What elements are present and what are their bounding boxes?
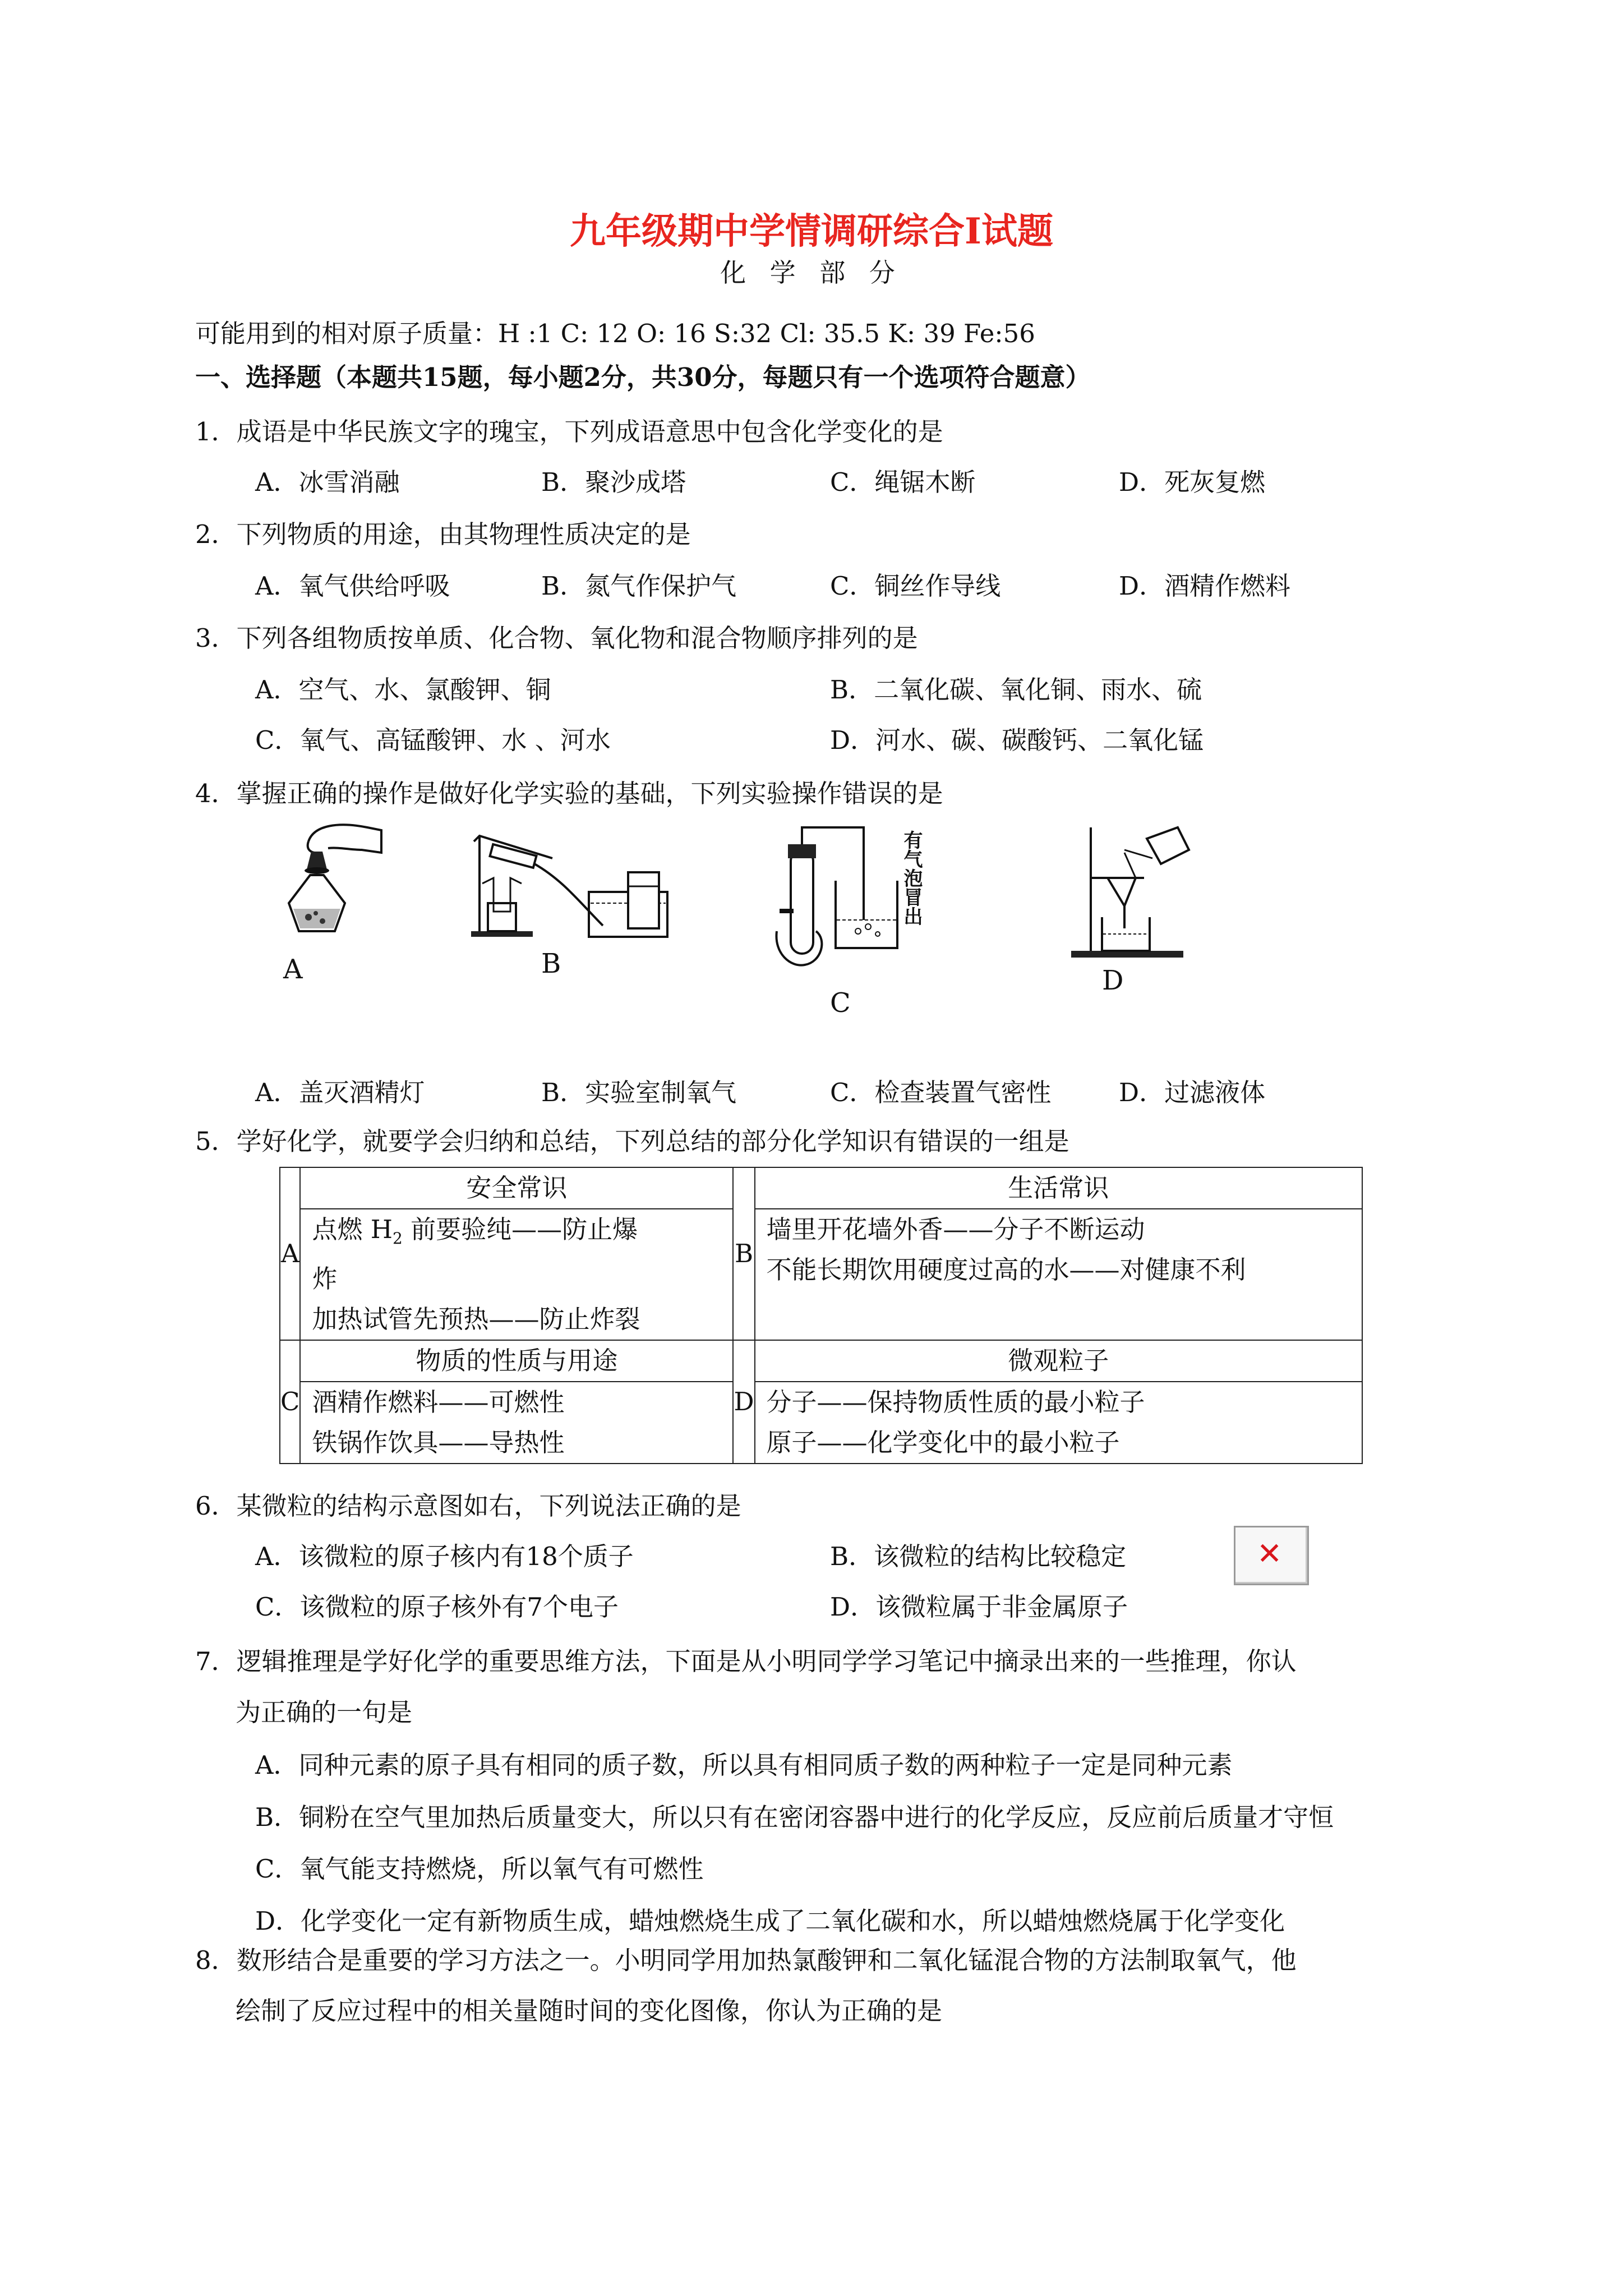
- q1-option-c: C．绳锯木断: [830, 467, 976, 497]
- filtration-figure: [1068, 816, 1192, 962]
- table-key-d: D: [733, 1340, 754, 1464]
- q5-stem: 5．学好化学，就要学会归纳和总结，下列总结的部分化学知识有错误的一组是: [195, 1126, 1069, 1156]
- knowledge-table: [279, 1167, 1363, 1464]
- q2-option-a: A．氧气供给呼吸: [255, 571, 450, 601]
- q1-option-b: B．聚沙成塔: [541, 467, 686, 497]
- q3-option-c: C．氧气、高锰酸钾、水 、河水: [255, 725, 611, 755]
- alcohol-lamp-figure: [255, 819, 384, 954]
- q2-option-d: D．酒精作燃料: [1119, 571, 1291, 601]
- figure-d-label: D: [1102, 965, 1124, 996]
- q7-stem-line2: 为正确的一句是: [236, 1697, 413, 1727]
- page-title: 九年级期中学情调研综合Ⅰ试题: [570, 210, 1053, 252]
- q8-stem-line1: 8．数形结合是重要的学习方法之一。小明同学用加热氯酸钾和二氧化锰混合物的方法制取氧气，他: [195, 1945, 1297, 1975]
- oxygen-setup-figure: [468, 819, 670, 942]
- table-head-b: 生活常识: [755, 1167, 1362, 1209]
- table-cell-d: 分子——保持物质性质的最小粒子 原子——化学变化中的最小粒子: [755, 1382, 1362, 1464]
- q3-stem: 3．下列各组物质按单质、化合物、氧化物和混合物顺序排列的是: [195, 623, 918, 653]
- q6-stem: 6．某微粒的结构示意图如右，下列说法正确的是: [195, 1491, 741, 1521]
- figure-a-label: A: [283, 954, 303, 985]
- atomic-masses: 可能用到的相对原子质量：H :1 C: 12 O: 16 S:32 Cl: 35.5 K: 39 Fe:56: [195, 319, 1035, 348]
- q6-option-b: B．该微粒的结构比较稳定: [830, 1542, 1127, 1571]
- section-heading: 一、选择题（本题共15题，每小题2分，共30分，每题只有一个选项符合题意）: [195, 362, 1091, 392]
- q4-option-b: B．实验室制氧气: [541, 1078, 737, 1107]
- q1-option-d: D．死灰复燃: [1119, 467, 1266, 497]
- table-key-b: B: [733, 1167, 754, 1340]
- q6-option-c: C．该微粒的原子核外有7个电子: [255, 1592, 619, 1622]
- q7-option-a: A．同种元素的原子具有相同的质子数，所以具有相同质子数的两种粒子一定是同种元素: [255, 1750, 1233, 1780]
- table-cell-b: 墙里开花墙外香——分子不断运动 不能长期饮用硬度过高的水——对健康不利: [755, 1209, 1362, 1340]
- q8-stem-line2: 绘制了反应过程中的相关量随时间的变化图像，你认为正确的是: [236, 1996, 943, 2026]
- table-key-a: A: [280, 1167, 300, 1340]
- q1-option-a: A．冰雪消融: [255, 467, 400, 497]
- table-cell-a: 点燃 $H_2$ 前要验纯——防止爆 炸 加热试管先预热——防止炸裂: [300, 1209, 733, 1340]
- q4-option-d: D．过滤液体: [1119, 1078, 1266, 1107]
- table-head-d: 微观粒子: [755, 1340, 1362, 1382]
- q3-option-d: D．河水、碳、碳酸钙、二氧化锰: [830, 725, 1204, 755]
- q3-option-a: A．空气、水、氯酸钾、铜: [255, 675, 551, 705]
- q2-option-c: C．铜丝作导线: [830, 571, 1001, 601]
- q1-stem: 1．成语是中华民族文字的瑰宝，下列成语意思中包含化学变化的是: [195, 417, 943, 447]
- table-key-c: C: [280, 1340, 300, 1464]
- page-subtitle: 化 学 部 分: [720, 257, 903, 288]
- q3-option-b: B．二氧化碳、氧化铜、雨水、硫: [830, 675, 1202, 705]
- figure-b-label: B: [541, 948, 561, 979]
- q7-option-b: B．铜粉在空气里加热后质量变大，所以只有在密闭容器中进行的化学反应，反应前后质量才守恒: [255, 1802, 1334, 1832]
- q2-stem: 2．下列物质的用途，由其物理性质决定的是: [195, 519, 691, 549]
- airtightness-figure: [768, 819, 937, 982]
- q6-option-d: D．该微粒属于非金属原子: [830, 1592, 1128, 1622]
- bubbles-note: 有气泡冒出: [900, 830, 923, 926]
- q7-stem-line1: 7．逻辑推理是学好化学的重要思维方法，下面是从小明同学学习笔记中摘录出来的一些推理，你认: [195, 1646, 1297, 1676]
- q7-option-c: C．氧气能支持燃烧，所以氧气有可燃性: [255, 1854, 704, 1884]
- figure-c-label: C: [830, 987, 851, 1019]
- q4-option-c: C．检查装置气密性: [830, 1078, 1052, 1107]
- q4-option-a: A．盖灭酒精灯: [255, 1078, 425, 1107]
- q6-option-a: A．该微粒的原子核内有18个质子: [255, 1542, 634, 1571]
- q7-option-d: D．化学变化一定有新物质生成，蜡烛燃烧生成了二氧化碳和水，所以蜡烛燃烧属于化学变化: [255, 1906, 1285, 1936]
- table-cell-c: 酒精作燃料——可燃性 铁锅作饮具——导热性: [300, 1382, 733, 1464]
- table-head-c: 物质的性质与用途: [300, 1340, 733, 1382]
- q4-stem: 4．掌握正确的操作是做好化学实验的基础，下列实验操作错误的是: [195, 779, 943, 808]
- q2-option-b: B．氮气作保护气: [541, 571, 737, 601]
- broken-image-icon: ✕: [1234, 1526, 1309, 1585]
- table-head-a: 安全常识: [300, 1167, 733, 1209]
